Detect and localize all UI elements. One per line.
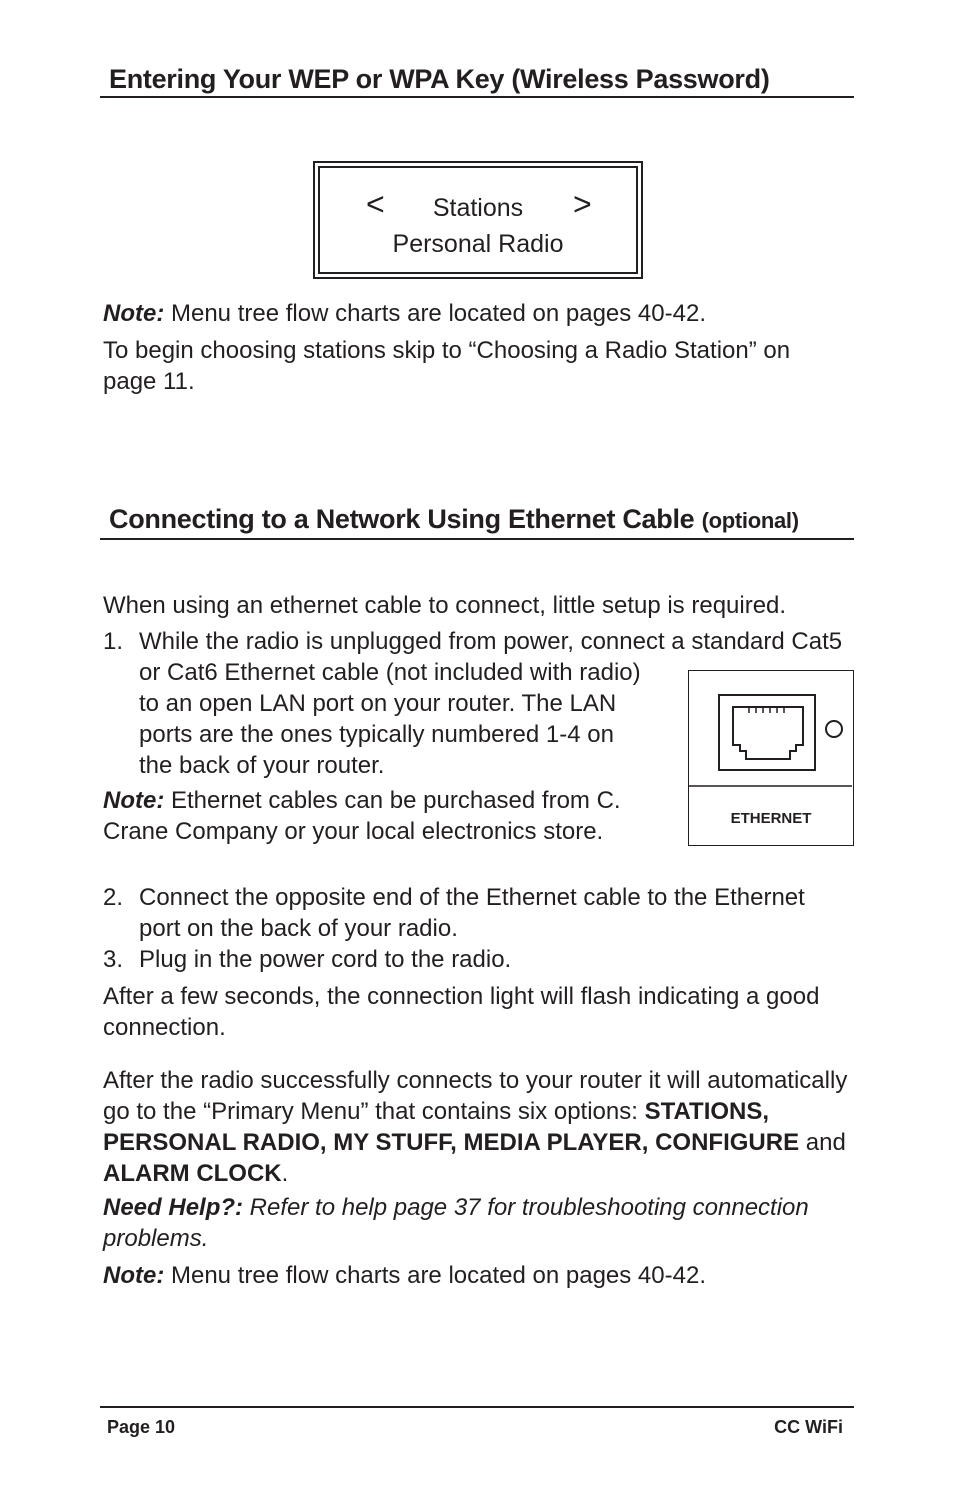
ethernet-port-icon [689,671,852,844]
connection-light-text: After a few seconds, the connection light will flash indicating a good connection. [103,983,820,1041]
section-heading-wep-wpa: Entering Your WEP or WPA Key (Wireless Password) [100,62,854,98]
ethernet-port-figure [688,670,854,846]
right-arrow-icon: > [573,186,592,222]
lcd-display [313,161,643,279]
step-3: 3. Plug in the power cord to the radio. [103,946,512,973]
ethernet-intro: When using an ethernet cable to connect, little setup is required. [103,592,787,619]
skip-instructions: To begin choosing stations skip to “Choosing a Radio Station” on page 11. [103,337,791,395]
footer-divider [100,1406,854,1408]
ethernet-label: ETHERNET [730,810,812,827]
lcd-subtitle: Personal Radio [392,230,564,258]
section-heading-ethernet: Connecting to a Network Using Ethernet Cable (optional) [100,502,854,540]
page-number: Page 10 [107,1417,176,1437]
primary-menu-text: After the radio successfully connects to your router it will automatically go to the “Primary Menu” that contains six options: STATIONS, PERSONAL RADIO, MY STUFF, MEDIA PLAYER, CONFIGURE and ALARM CLOCK. [103,1067,848,1187]
note-ethernet-cables: Note: Ethernet cables can be purchased from C. Crane Company or your local electronics store. [103,787,621,845]
note-menu-tree: Note: Menu tree flow charts are located on pages 40-42. [103,300,706,327]
step-1: 1. While the radio is unplugged from power, connect a standard Cat5 or Cat6 Ethernet cable (not included with radio) to an open LAN port on your router. The LAN ports are the ones typically numbered 1-4 on the back of your router. [103,628,843,779]
need-help-text: Need Help?: Refer to help page 37 for troubleshooting connection problems. [103,1194,809,1252]
lcd-title: Stations [432,194,524,222]
left-arrow-icon: < [366,186,385,222]
step-2: 2. Connect the opposite end of the Ethernet cable to the Ethernet port on the back of your radio. [103,884,805,942]
note-menu-tree-2: Note: Menu tree flow charts are located on pages 40-42. [103,1262,706,1289]
product-name: CC WiFi [774,1417,843,1437]
